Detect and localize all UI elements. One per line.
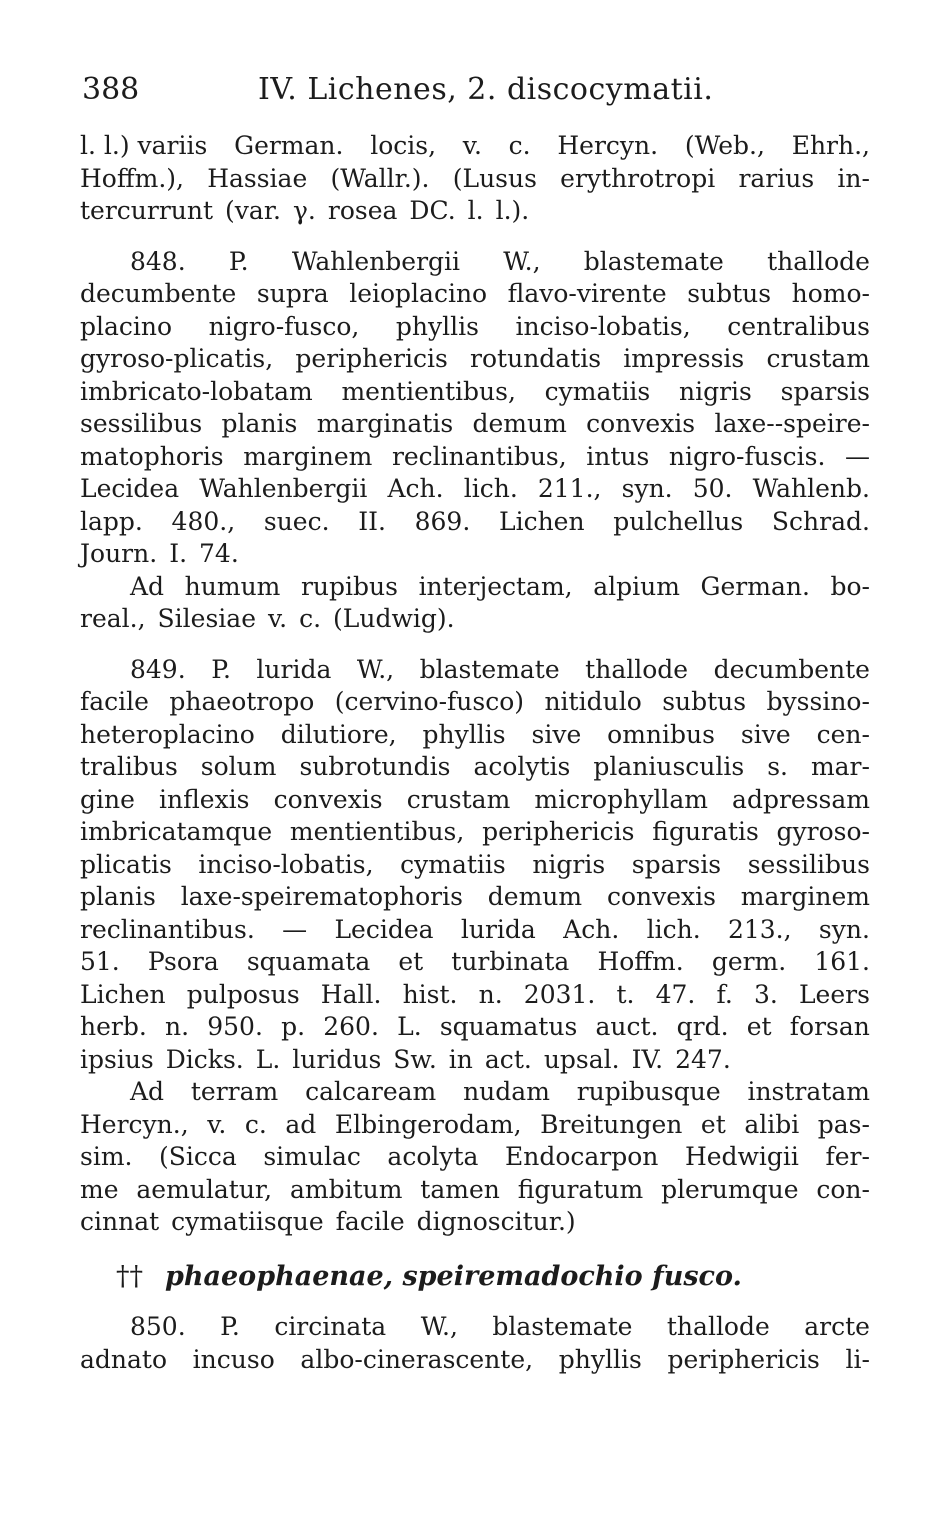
word: sparsis (780, 376, 870, 406)
word: P. (220, 1312, 240, 1341)
page-number: 388 (82, 72, 140, 107)
word: Leers (798, 979, 870, 1009)
word: l.). (495, 196, 530, 225)
entry-850 (80, 1311, 870, 1376)
word: plerumque (661, 1174, 799, 1204)
word: rupibusque (576, 1077, 721, 1106)
word: arcte (804, 1312, 870, 1341)
word: interjectam, (418, 571, 573, 601)
word: ipsius (80, 1044, 154, 1074)
word: (Lusus (452, 163, 537, 193)
word: planis (221, 409, 298, 438)
text-line (80, 816, 870, 849)
word: c. (244, 1109, 267, 1139)
word: Ehrh., (791, 131, 870, 160)
text-line (80, 603, 870, 636)
word: 260. (323, 1012, 379, 1041)
word: cymatiis (400, 849, 506, 879)
word: matophoris (80, 441, 224, 471)
word: figuratum (517, 1174, 644, 1204)
word: byssino- (766, 687, 870, 716)
word: Lecidea (80, 474, 180, 503)
word: crustam (766, 344, 870, 373)
text-line (80, 1174, 870, 1207)
text-line (80, 163, 870, 196)
text-line (80, 408, 870, 441)
word: omnibus (607, 719, 715, 749)
word: ambitum (289, 1174, 403, 1204)
word: tamen (420, 1174, 500, 1204)
text-line (80, 1044, 870, 1077)
word: periphericis (482, 817, 635, 846)
text-line (80, 1109, 870, 1142)
spacer (80, 228, 870, 246)
entry-849 (80, 654, 870, 1239)
word: intus (586, 441, 650, 471)
word: 848. (130, 246, 186, 276)
word: humum (184, 571, 281, 601)
word: sive (740, 719, 791, 749)
word: auct. (595, 1012, 659, 1041)
word: thallode (767, 246, 870, 276)
word: calcaream (305, 1077, 437, 1106)
word: nitidulo (544, 687, 642, 716)
text-line (80, 849, 870, 882)
word: incuso (192, 1344, 275, 1374)
word: crustam (406, 784, 511, 814)
text-line (80, 686, 870, 719)
spacer (80, 636, 870, 654)
section-title: phaeophaenae, speiremadochio fusco. (165, 1260, 742, 1292)
word: I. (169, 539, 188, 568)
word: homo- (791, 279, 870, 308)
word: cymatiis (544, 376, 651, 406)
word: W., (503, 246, 541, 276)
word: turbinata (451, 947, 570, 976)
word: albo-cinerascente, (300, 1344, 534, 1374)
word: rosea (327, 196, 398, 225)
word: syn. (818, 914, 870, 944)
word: figuratis (652, 817, 759, 846)
word: subrotundis (299, 752, 451, 781)
word: luridus (292, 1044, 382, 1074)
spacer (80, 1239, 870, 1261)
word: n. (478, 979, 503, 1009)
word: German. (700, 571, 810, 601)
text-line (80, 246, 870, 279)
text-line (80, 441, 870, 474)
word: Lecidea (334, 914, 434, 944)
word: squamata (246, 947, 371, 976)
word: locis, (370, 131, 437, 160)
word: Hoffm. (597, 947, 684, 976)
word: syn. (621, 474, 673, 503)
word: in (448, 1044, 473, 1074)
word: periphericis (667, 1344, 820, 1374)
word: suec. (263, 506, 330, 536)
word: 950. (207, 1012, 263, 1041)
word: rotundatis (470, 344, 602, 373)
word: flavo-virente (507, 279, 667, 308)
word: lurida (460, 914, 536, 944)
word: L. (255, 1044, 281, 1074)
word: subtus (662, 687, 747, 716)
word: adpressam (732, 784, 870, 814)
word: simulac (263, 1142, 361, 1171)
text-line (80, 278, 870, 311)
word: alibi (744, 1109, 800, 1139)
word: Hercyn. (557, 131, 659, 160)
text-line (80, 946, 870, 979)
word: 161. (814, 947, 870, 976)
word: gyroso- (776, 817, 870, 846)
text-line (80, 979, 870, 1012)
word: phyllis (395, 311, 479, 341)
word: microphyllam (534, 784, 708, 814)
word: impressis (623, 344, 745, 373)
text-line (80, 1206, 870, 1239)
text-line (80, 1344, 870, 1377)
word: convexis (586, 409, 696, 438)
spacer (80, 112, 870, 130)
word: demum (472, 409, 567, 438)
word: planis (80, 882, 156, 911)
word: dignoscitur.) (416, 1207, 576, 1236)
word: in- (837, 163, 870, 193)
word: 869. (414, 506, 471, 536)
word: mentientibus, (341, 376, 516, 406)
word: erythrotropi (560, 163, 716, 193)
word: gine (80, 784, 135, 814)
text-line (80, 1311, 870, 1344)
word: v. (207, 1109, 227, 1139)
word: phyllis (558, 1344, 642, 1374)
word: Hoffm.), (80, 163, 184, 193)
word: (Web., (684, 131, 765, 160)
word: (var. (225, 196, 281, 225)
word: 247. (675, 1044, 731, 1074)
word: imbricatamque (80, 817, 273, 846)
word: W., (420, 1312, 458, 1341)
text-line (80, 195, 870, 228)
word: Psora (147, 947, 219, 976)
word: heteroplacino (80, 719, 255, 749)
word: planiusculis (593, 752, 745, 781)
word: Dicks. (165, 1044, 244, 1074)
word: germ. (711, 947, 787, 976)
word: 480., (171, 506, 236, 536)
word: phyllis (422, 719, 506, 749)
word: reclinantibus, (391, 441, 567, 471)
word: imbricato-lobatam (80, 376, 313, 406)
entry-848 (80, 246, 870, 636)
word: nigris (679, 376, 752, 406)
word: leioplacino (349, 279, 488, 308)
word: lurida (256, 654, 332, 684)
entry-continuation (80, 130, 870, 228)
word: me (80, 1174, 119, 1204)
word: decumbente (80, 279, 237, 308)
word: subtus (687, 279, 772, 308)
word: P. (228, 246, 249, 276)
word: thallode (585, 654, 689, 684)
word: sparsis (631, 849, 722, 879)
word: c. (508, 131, 531, 160)
word: lich. (463, 474, 518, 503)
word: 849. (130, 654, 186, 684)
text-line (80, 1076, 870, 1109)
word: gyroso-plicatis, (80, 344, 274, 373)
text-line (80, 473, 870, 506)
word: nudam (463, 1077, 550, 1106)
word: German. (234, 131, 344, 160)
word: mentientibus, (289, 817, 465, 846)
word: Ach. (387, 474, 444, 503)
word: plicatis (80, 849, 172, 879)
word: 2031. (523, 979, 596, 1009)
word: solum (200, 752, 277, 781)
word: Wahlenbergii (291, 246, 461, 276)
text-line (80, 1141, 870, 1174)
word: 213., (727, 914, 792, 944)
word: cen- (816, 719, 870, 749)
word: laxe-speirematophoris (180, 882, 463, 911)
word: sessilibus (80, 409, 203, 438)
word: blastemate (492, 1312, 633, 1341)
word: n. (164, 1012, 190, 1041)
word: inciso-lobatis, (515, 311, 691, 341)
word: mar- (810, 752, 870, 781)
word: pulposus (186, 979, 300, 1009)
text-line (80, 654, 870, 687)
word: marginatis (316, 409, 454, 438)
word: s. (767, 752, 788, 781)
word: decumbente (713, 654, 870, 684)
word: sim. (80, 1142, 133, 1171)
text-line (80, 130, 870, 163)
word: qrd. (676, 1012, 729, 1041)
word: alpium (593, 571, 680, 601)
word: Endocarpon (504, 1142, 659, 1171)
word: P. (211, 654, 231, 684)
word: Silesiae (157, 604, 256, 633)
section-heading (80, 1261, 870, 1294)
word: 74. (199, 539, 239, 568)
text-line (80, 538, 870, 571)
word: inciso-lobatis, (198, 849, 374, 879)
word: demum (487, 882, 583, 911)
word: Wahlenb. (752, 474, 870, 503)
word: tralibus (80, 752, 178, 781)
word: con- (816, 1174, 870, 1204)
word: t. (616, 979, 635, 1009)
word: pas- (817, 1109, 870, 1139)
word: Hedwigii (684, 1142, 799, 1171)
word: et (700, 1109, 726, 1139)
word: II. (358, 506, 386, 536)
word: act. (484, 1044, 532, 1074)
word: upsal. (543, 1044, 620, 1074)
word: supra (256, 279, 329, 308)
word: Hassiae (207, 163, 308, 193)
word: lich. (646, 914, 701, 944)
word: v. (267, 604, 288, 633)
word: — (845, 441, 870, 471)
text-line (80, 343, 870, 376)
word: Schrad. (771, 506, 870, 536)
word: 47. (655, 979, 696, 1009)
running-title: IV. Lichenes, 2. discocymatii. (258, 72, 714, 107)
word: Sw. (393, 1044, 437, 1074)
word: Lichen (80, 979, 166, 1009)
word: centralibus (727, 311, 870, 341)
word: IV. (631, 1044, 664, 1074)
word: 50. (692, 474, 733, 503)
word: tercurrunt (80, 196, 214, 225)
page-header (80, 72, 870, 112)
word: reclinantibus. (80, 914, 255, 944)
word: lapp. (80, 506, 143, 536)
word: rarius (738, 163, 815, 193)
text-line (80, 1011, 870, 1044)
word: Hall. (320, 979, 382, 1009)
word: Ad (130, 571, 165, 601)
word: facile (80, 687, 149, 716)
word: cinnat (80, 1207, 160, 1236)
word: aemulatur, (136, 1174, 273, 1204)
word: bo- (830, 571, 870, 601)
word: Hercyn., (80, 1109, 189, 1139)
text-line (80, 914, 870, 947)
word: li- (845, 1344, 870, 1374)
word: pulchellus (613, 506, 744, 536)
word: l. l.) variis (80, 131, 208, 160)
word: rupibus (300, 571, 398, 601)
word: instratam (747, 1077, 870, 1106)
word: hist. (402, 979, 458, 1009)
word: acolyta (387, 1142, 479, 1171)
word: real., (80, 604, 146, 633)
word: cymatiisque (171, 1207, 324, 1236)
text-line (80, 376, 870, 409)
word: acolytis (473, 752, 571, 781)
word: thallode (666, 1312, 770, 1341)
text-line (80, 784, 870, 817)
word: phaeotropo (169, 687, 315, 716)
text-line (80, 881, 870, 914)
word: Elbingerodam, (334, 1109, 522, 1139)
word: marginem (243, 441, 373, 471)
word: squamatus (439, 1012, 578, 1041)
word: terram (190, 1077, 279, 1106)
word: marginem (740, 882, 870, 911)
word: Wahlenbergii (199, 474, 368, 503)
word: γ. (292, 196, 316, 225)
word: (cervino-fusco) (334, 687, 525, 716)
text-line (80, 311, 870, 344)
word: adnato (80, 1344, 168, 1374)
word: (Ludwig). (333, 604, 455, 633)
word: W., (356, 654, 395, 684)
word: Breitungen (540, 1109, 683, 1139)
word: sive (531, 719, 582, 749)
word: circinata (274, 1312, 387, 1341)
word: Journ. (80, 539, 158, 568)
word: 211., (537, 474, 602, 503)
word: f. (716, 979, 733, 1009)
word: Ad (130, 1077, 165, 1106)
word: v. (462, 131, 482, 160)
word: fer- (825, 1142, 870, 1171)
word: facile (335, 1207, 405, 1236)
word: nigro-fuscis. (668, 441, 826, 471)
book-page (80, 72, 870, 1376)
word: et (746, 1012, 772, 1041)
text-line (80, 506, 870, 539)
spacer (80, 1293, 870, 1311)
word: Lichen (498, 506, 585, 536)
word: 3. (753, 979, 778, 1009)
word: placino (80, 311, 173, 341)
word: dilutiore, (280, 719, 397, 749)
word: ad (285, 1109, 317, 1139)
double-dagger-symbol: †† (116, 1260, 143, 1292)
word: 850. (130, 1312, 186, 1341)
text-line (80, 751, 870, 784)
word: c. (299, 604, 322, 633)
word: convexis (273, 784, 383, 814)
word: nigro-fusco, (208, 311, 360, 341)
word: p. (281, 1012, 306, 1041)
word: (Wallr.). (330, 163, 430, 193)
word: (Sicca (159, 1142, 237, 1171)
word: DC. (409, 196, 456, 225)
word: herb. (80, 1012, 147, 1041)
text-line (80, 571, 870, 604)
word: blastemate (583, 246, 724, 276)
word: convexis (606, 882, 716, 911)
word: — (282, 914, 308, 944)
word: et (398, 947, 424, 976)
word: l. (467, 196, 484, 225)
text-line (80, 719, 870, 752)
word: periphericis (295, 344, 448, 373)
word: forsan (789, 1012, 870, 1041)
word: sessilibus (747, 849, 870, 879)
word: laxe--speire- (714, 409, 870, 438)
word: 51. (80, 947, 120, 976)
word: blastemate (419, 654, 560, 684)
word: nigris (532, 849, 606, 879)
word: inflexis (159, 784, 250, 814)
word: L. (397, 1012, 422, 1041)
word: Ach. (563, 914, 620, 944)
